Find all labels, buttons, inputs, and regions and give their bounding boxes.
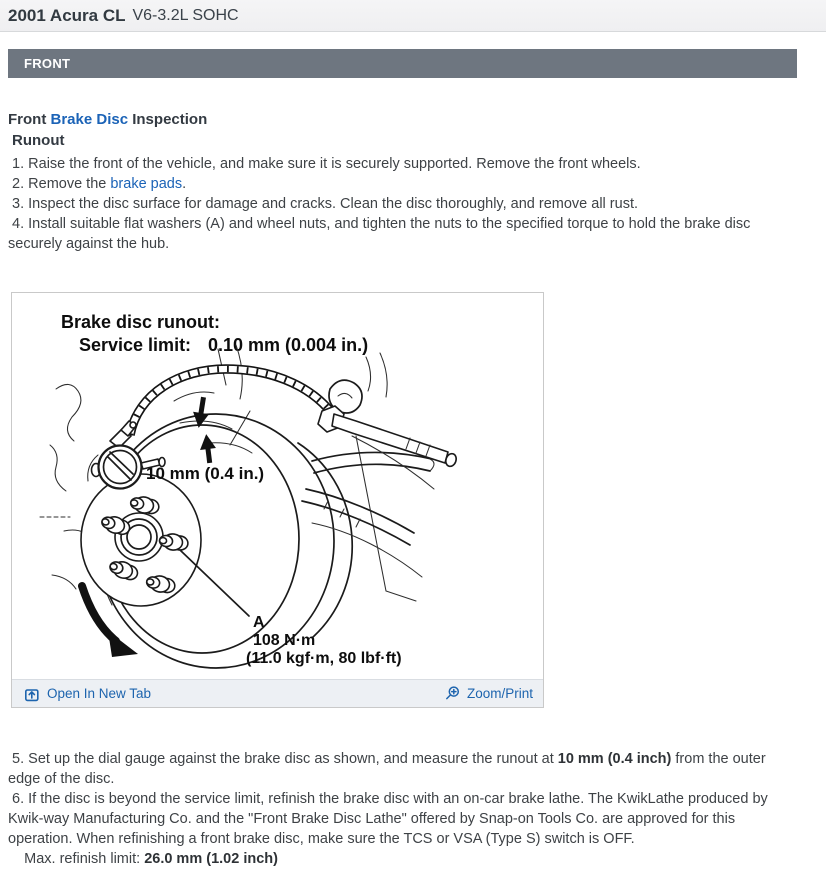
max-refinish-limit — [8, 849, 800, 869]
torque-part-label: A — [253, 614, 265, 631]
step-5-post: from the outer edge of the disc. — [8, 751, 770, 787]
zoom-print-label: Zoom/Print — [466, 686, 533, 701]
brake-disc-runout-diagram — [12, 293, 543, 679]
figure-toolbar — [12, 679, 543, 707]
section-bar-front — [8, 49, 797, 78]
step-6: 6. If the disc is beyond the service limit, refinish the brake disc with an on-car brake lathe. The KwikLathe produced by Kwik-way Manufacturing Co. and the "Front Brake Disc Lathe" offered by Snap-on Tools Co. are approved for this operation. When refinishing a front brake disc, make sure the TCS or VSA (Type S) switch is OFF. — [8, 791, 772, 847]
step-5 — [8, 749, 800, 789]
figure-caption-title: Brake disc runout: — [61, 312, 221, 332]
brake-disc-link[interactable]: Brake Disc — [50, 111, 129, 128]
torque-alt-value: (11.0 kgf·m, 80 lbf·ft) — [246, 650, 402, 667]
zoom-in-icon — [445, 686, 460, 701]
step-2-pre: 2. Remove the — [8, 176, 111, 192]
measurement-arrows — [191, 396, 218, 464]
step-2-post: . — [182, 176, 187, 192]
article-title-pre: Front — [8, 111, 51, 128]
article-title-post: Inspection — [128, 111, 208, 128]
wrench-tool — [318, 406, 458, 489]
dial-gauge-hose — [130, 369, 336, 435]
figure-service-limit-value: 0.10 mm (0.004 in.) — [208, 335, 369, 355]
torque-metric-value: 108 N·m — [253, 632, 316, 649]
suspension-sketch — [302, 353, 434, 601]
measure-label: 10 mm (0.4 in.) — [146, 464, 265, 483]
section-bar-label: FRONT — [24, 56, 71, 71]
article-subtitle-runout: Runout — [12, 132, 65, 149]
step-1: 1. Raise the front of the vehicle, and make sure it is securely supported. Remove the front wheels. — [8, 156, 641, 172]
zoom-print-button[interactable] — [445, 686, 533, 701]
step-2 — [8, 174, 800, 194]
article-body — [0, 112, 800, 869]
open-in-new-tab-icon — [24, 686, 40, 702]
step-4: 4. Install suitable flat washers (A) and wheel nuts, and tighten the nuts to the specified torque to hold the brake disc securely against the hub. — [8, 216, 755, 252]
open-in-new-tab-button[interactable] — [24, 686, 151, 702]
max-refinish-value: 26.0 mm (1.02 inch) — [144, 851, 278, 867]
step-5-pre: 5. Set up the dial gauge against the brake disc as shown, and measure the runout at — [8, 751, 558, 767]
max-refinish-label: Max. refinish limit: — [8, 851, 145, 867]
article-title — [8, 112, 800, 128]
torque-callout — [180, 550, 402, 667]
step-3: 3. Inspect the disc surface for damage and cracks. Clean the disc thoroughly, and remove all rust. — [8, 196, 639, 212]
vehicle-engine-subtitle: V6-3.2L SOHC — [132, 6, 239, 24]
step-5-measurement: 10 mm (0.4 inch) — [557, 751, 672, 767]
figure-service-limit-label: Service limit: — [79, 335, 192, 355]
vehicle-title: 2001 Acura CL — [8, 5, 126, 25]
open-in-new-tab-label: Open In New Tab — [47, 686, 152, 701]
brake-disc-figure — [11, 292, 544, 708]
vehicle-header — [0, 0, 826, 32]
brake-pads-link[interactable]: brake pads — [110, 176, 183, 192]
